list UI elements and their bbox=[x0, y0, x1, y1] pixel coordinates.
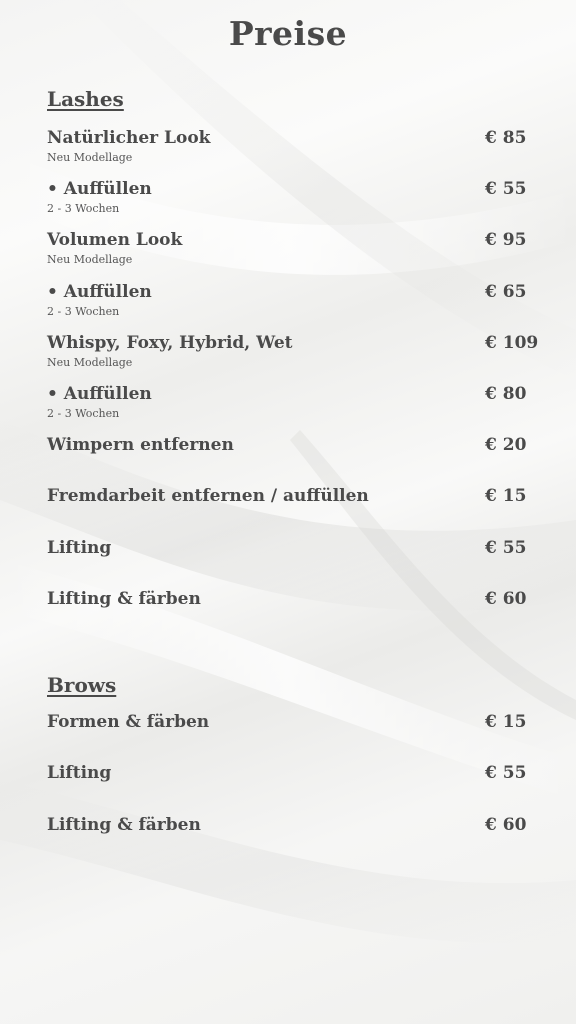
item-name: Formen & färben bbox=[47, 712, 210, 732]
item-name: • Auffüllen bbox=[47, 384, 152, 404]
item-name: Lifting bbox=[47, 538, 112, 558]
item-price: € 109 bbox=[485, 333, 539, 353]
section-heading-lashes: Lashes bbox=[47, 87, 124, 111]
item-name: Lifting & färben bbox=[47, 589, 201, 609]
price-row bbox=[47, 712, 532, 756]
price-row bbox=[47, 230, 532, 274]
item-price: € 65 bbox=[485, 282, 527, 302]
price-row bbox=[47, 179, 532, 223]
price-row bbox=[47, 486, 532, 530]
price-row bbox=[47, 589, 532, 633]
item-name: Lifting bbox=[47, 763, 112, 783]
item-price: € 85 bbox=[485, 128, 527, 148]
item-name: Volumen Look bbox=[47, 230, 183, 250]
item-name: Lifting & färben bbox=[47, 815, 201, 835]
item-name: • Auffüllen bbox=[47, 179, 152, 199]
item-price: € 80 bbox=[485, 384, 527, 404]
price-row bbox=[47, 435, 532, 479]
item-price: € 55 bbox=[485, 179, 527, 199]
item-price: € 20 bbox=[485, 435, 527, 455]
item-note: 2 - 3 Wochen bbox=[47, 202, 120, 215]
item-name: Fremdarbeit entfernen / auffüllen bbox=[47, 486, 369, 506]
page-title: Preise bbox=[228, 14, 348, 53]
price-row bbox=[47, 815, 532, 859]
price-row bbox=[47, 333, 539, 377]
price-row bbox=[47, 282, 532, 326]
price-row bbox=[47, 763, 532, 807]
item-name: Whispy, Foxy, Hybrid, Wet bbox=[47, 333, 293, 353]
item-price: € 55 bbox=[485, 538, 527, 558]
item-price: € 95 bbox=[485, 230, 527, 250]
item-note: Neu Modellage bbox=[47, 356, 133, 369]
item-name: Wimpern entfernen bbox=[47, 435, 234, 455]
item-name: • Auffüllen bbox=[47, 282, 152, 302]
item-price: € 60 bbox=[485, 589, 527, 609]
price-row bbox=[47, 128, 532, 172]
item-name: Natürlicher Look bbox=[47, 128, 211, 148]
item-note: Neu Modellage bbox=[47, 253, 133, 266]
item-note: 2 - 3 Wochen bbox=[47, 407, 120, 420]
item-note: Neu Modellage bbox=[47, 151, 133, 164]
price-row bbox=[47, 538, 532, 582]
item-price: € 55 bbox=[485, 763, 527, 783]
price-row bbox=[47, 384, 532, 428]
item-price: € 15 bbox=[485, 486, 527, 506]
section-heading-brows: Brows bbox=[47, 673, 117, 697]
item-price: € 15 bbox=[485, 712, 527, 732]
item-note: 2 - 3 Wochen bbox=[47, 305, 120, 318]
item-price: € 60 bbox=[485, 815, 527, 835]
